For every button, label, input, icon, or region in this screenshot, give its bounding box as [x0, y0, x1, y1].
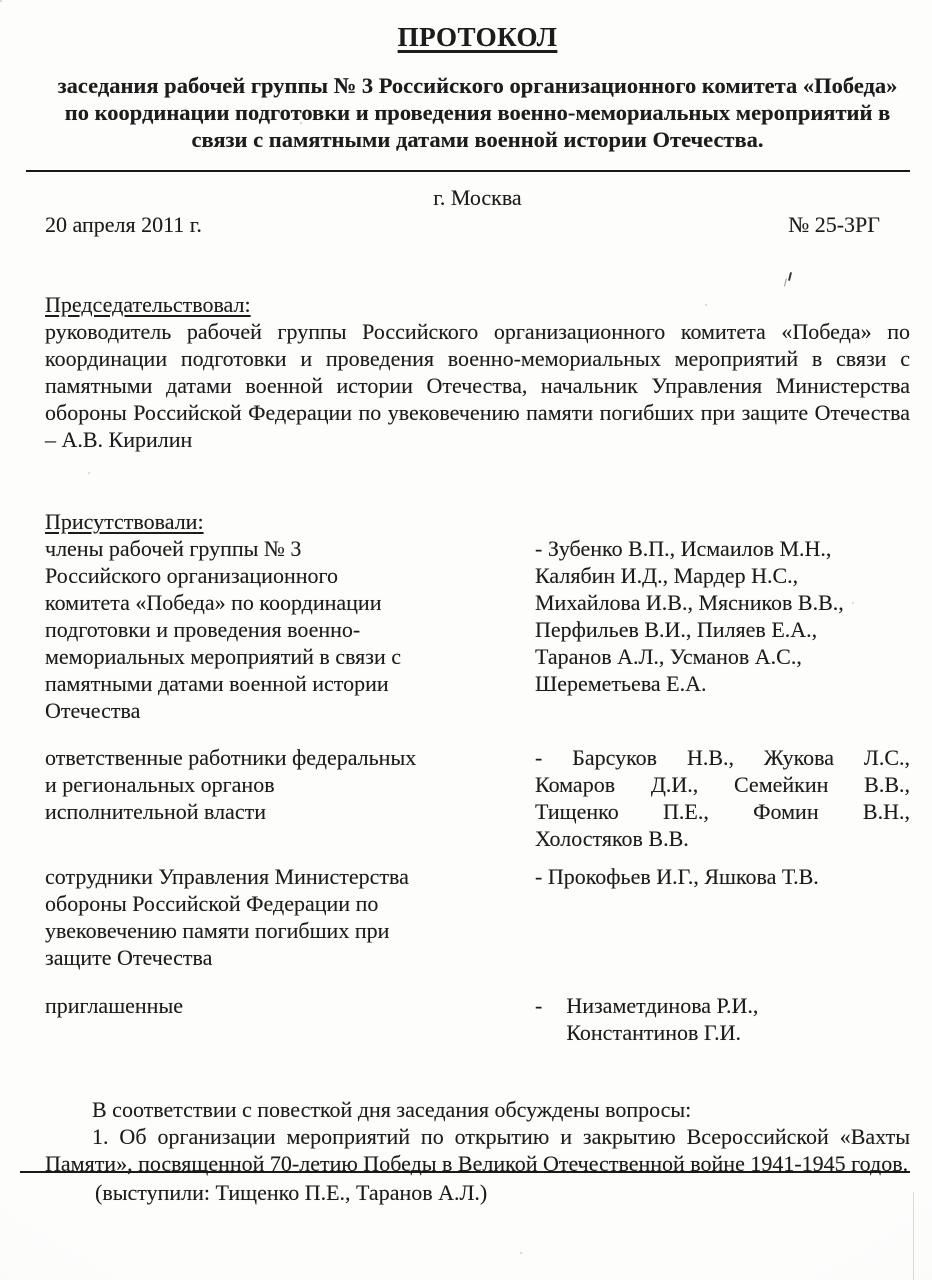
text-line: Тищенко П.Е., Фомин В.Н., — [535, 799, 910, 824]
text-line: Михайлова И.В., Мясников В.В., — [535, 590, 844, 615]
text-line: члены рабочей группы № 3 — [45, 536, 302, 561]
names-lines — [566, 992, 758, 1046]
text-line: Перфильев В.И., Пиляев Е.А., — [535, 617, 818, 642]
attendee-row — [45, 744, 910, 852]
text-line: Низаметдинова Р.И., — [566, 993, 759, 1018]
text-line: Таранов А.Л., Усманов А.С., — [535, 644, 802, 669]
text-line: увековечению памяти погибших при — [45, 918, 390, 943]
text-line: - Барсуков Н.В., Жукова Л.С., — [535, 745, 910, 770]
doc-subtitle: заседания рабочей группы № 3 Российского организационного комитета «Победа» по координации подготовки и проведения военно-мемориальных мероприятий в связи с памятными датами военной истории Отечества. — [57, 73, 898, 152]
agenda-item-1: 1. Об организации мероприятий по открытию и закрытию Всероссийской «Вахты Памяти», посвященной 70-летию Победы в Великой Отечественной войне 1941-1945 годов. — [45, 1124, 910, 1176]
text-line: и региональных органов — [45, 772, 275, 797]
doc-title: ПРОТОКОЛ — [397, 22, 558, 52]
text-line: - Прокофьев И.Г., Яшкова Т.В. — [535, 864, 819, 889]
doc-number: № 25-3РГ — [788, 212, 880, 237]
text-line: Отечества — [45, 698, 141, 723]
attendee-row — [45, 535, 910, 724]
attendee-row — [45, 992, 910, 1046]
scan-noise — [0, 0, 2, 2]
scan-artifact-mark — [788, 272, 792, 281]
text-line: Холостяков В.В. — [535, 826, 689, 851]
names-cell — [535, 992, 910, 1046]
doc-date: 20 апреля 2011 г. — [45, 212, 202, 237]
text-line: Калябин И.Д., Мардер Н.С., — [535, 563, 799, 588]
text-line: Шереметьева Е.А. — [535, 671, 707, 696]
text-line: Комаров Д.И., Семейкин В.В., — [535, 772, 910, 797]
text-line: памятными датами военной истории — [45, 671, 389, 696]
scan-edge-line — [913, 1192, 915, 1280]
chairman-heading: Председательствовал: — [45, 292, 251, 317]
text-line: мемориальных мероприятий в связи с — [45, 644, 402, 669]
text-line: подготовки и проведения военно- — [45, 617, 361, 642]
names-cell — [535, 744, 910, 852]
text-line: обороны Российской Федерации по — [45, 891, 379, 916]
text-line: приглашенные — [45, 993, 183, 1018]
attendee-row — [45, 863, 910, 971]
date-row — [45, 211, 910, 238]
header-rule — [26, 170, 910, 172]
text-line: ответственные работники федеральных — [45, 745, 417, 770]
text-line: Российского организационного — [45, 563, 338, 588]
text-line: защите Отечества — [45, 945, 213, 970]
names-cell — [535, 535, 910, 697]
chairman-text: руководитель рабочей группы Российского организационного комитета «Победа» по координации подготовки и проведения военно-мемориальных мероприятий в связи с памятными датами военной истории Отечества, начальник Управления Министерства обороны Российской Федерации по увековечению памяти погибших при защите Отечества – А.В. Кирилин — [45, 319, 910, 452]
agenda-speakers: (выступили: Тищенко П.Е., Таранов А.Л.) — [95, 1180, 488, 1205]
agenda-intro: В соответствии с повесткой дня заседания обсуждены вопросы: — [92, 1097, 692, 1122]
names-cell — [535, 863, 910, 890]
text-line: комитета «Победа» по координации — [45, 590, 382, 615]
list-dash: - — [535, 993, 543, 1018]
role-cell — [45, 992, 535, 1019]
role-cell — [45, 863, 535, 971]
place-line: г. Москва — [433, 185, 522, 210]
role-cell — [45, 744, 535, 825]
text-line: исполнительной власти — [45, 799, 266, 824]
text-line: - Зубенко В.П., Исмаилов М.Н., — [535, 536, 832, 561]
text-line: Константинов Г.И. — [566, 1020, 742, 1045]
attendees-heading: Присутствовали: — [45, 509, 204, 534]
text-line: сотрудники Управления Министерства — [45, 864, 409, 889]
role-cell — [45, 535, 535, 724]
